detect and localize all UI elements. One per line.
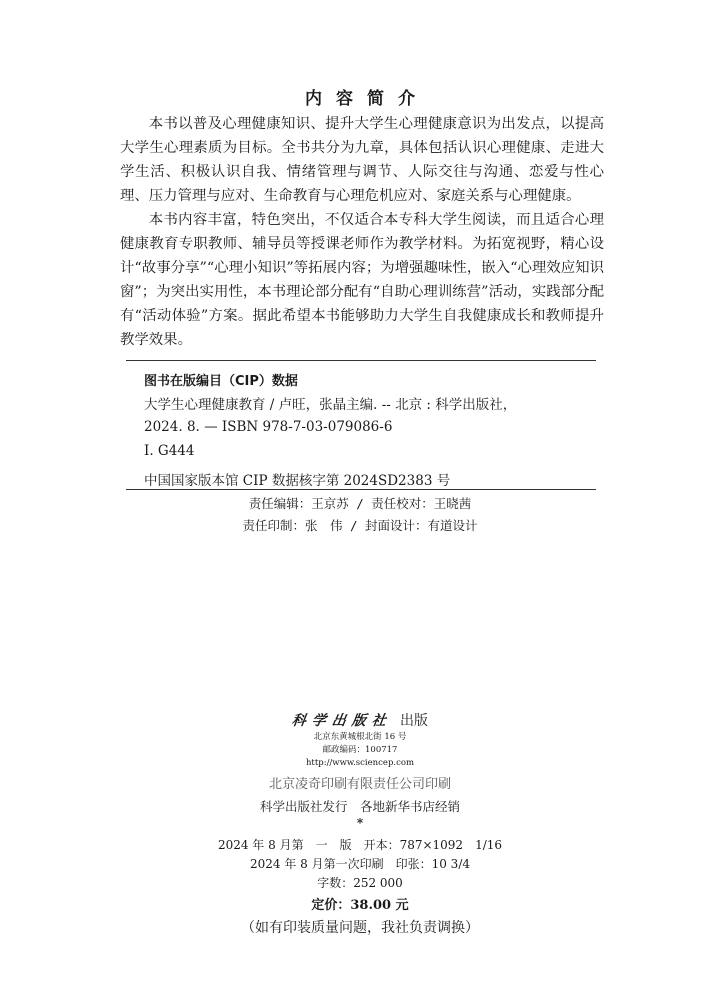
cip-entry-line-2: 2024. 8. — ISBN 978-7-03-079086-6 [144, 419, 393, 435]
publisher-address: 北京东黄城根北街 16 号 [313, 732, 407, 742]
publisher-name [0, 710, 720, 730]
publisher-website: http://www.sciencep.com [305, 758, 415, 768]
cip-entry-line-1: 大学生心理健康教育 / 卢旺，张晶主编. -- 北京 : 科学出版社， [144, 397, 517, 413]
summary-paragraph-1: 本书以普及心理健康知识、提升大学生心理健康意识为出发点，以提高大学生心理素质为目标。全书共分为九章，具体包括认识心理健康、走进大学生活、积极认识自我、情绪管理与调节、人际交往与沟通、恋爱与性心理、压力管理与应对、生命教育与心理危机应对、家庭关系与心理健康。 [120, 116, 604, 204]
cip-record-number: 中国国家版本馆 CIP 数据核字第 2024SD2383 号 [144, 473, 451, 489]
summary-text [120, 112, 604, 352]
distribution-line: 科学出版社发行 各地新华书店经销 [259, 799, 460, 814]
cip-classification: Ⅰ. G444 [144, 443, 195, 459]
printer-line: 北京凌奇印刷有限责任公司印刷 [268, 777, 451, 792]
edition-line-2: 2024 年 8 月第一次印刷 印张：10 3/4 [249, 857, 470, 871]
summary-title: 内容简介 [305, 89, 429, 109]
word-count: 字数：252 000 [317, 876, 403, 890]
separator-star: * [356, 816, 364, 830]
publisher-suffix: 出版 [400, 713, 428, 729]
cip-entry [144, 394, 594, 438]
cip-heading: 图书在版编目（CIP）数据 [144, 374, 298, 389]
cip-block [126, 360, 596, 490]
quality-notice: （如有印装质量问题，我社负责调换） [241, 920, 479, 936]
staff-line-1: 责任编辑：王京苏 / 责任校对：王晓茜 [248, 496, 472, 511]
edition-line-1: 2024 年 8 月第 一 版 开本：787×1092 1/16 [217, 838, 503, 852]
publisher-postcode: 邮政编码：100717 [322, 745, 398, 755]
publisher-logo: 科学出版社 [290, 713, 393, 729]
price: 定价：38.00 元 [311, 898, 409, 913]
staff-line-2: 责任印制：张 伟 / 封面设计：有道设计 [242, 518, 478, 533]
summary-paragraph-2: 本书内容丰富，特色突出，不仅适合本专科大学生阅读，而且适合心理健康教育专职教师、辅导员等授课老师作为教学材料。为拓宽视野，精心设计“故事分享”“心理小知识”等拓展内容；为增强趣味性，嵌入“心理效应知识窗”；为突出实用性，本书理论部分配有“自助心理训练营”活动，实践部分配有“活动体验”方案。据此希望本书能够助力大学生自我健康成长和教师提升教学效果。 [120, 212, 604, 348]
